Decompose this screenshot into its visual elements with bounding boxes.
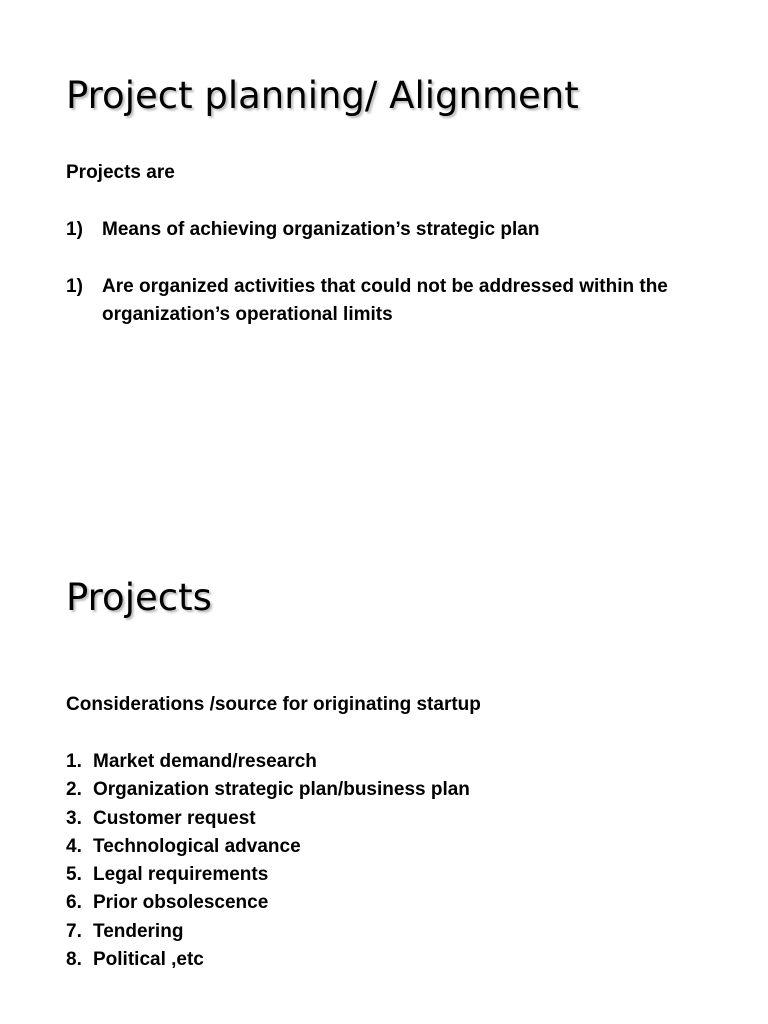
- list-item-text: Prior obsolescence: [93, 892, 269, 914]
- list-marker: 1): [66, 276, 83, 297]
- list-item: [66, 861, 470, 889]
- list-item: [66, 889, 470, 917]
- list-item-text: Organization strategic plan/business plan: [93, 779, 470, 801]
- list-item: [66, 776, 470, 804]
- list-number: 1.: [66, 751, 82, 772]
- list-item-text: Technological advance: [93, 835, 301, 857]
- list-item-text: Customer request: [93, 807, 256, 829]
- section1-list-item: [66, 273, 702, 329]
- section1-list-item: [66, 216, 702, 244]
- list-number: 4.: [66, 835, 82, 857]
- section2-subtitle: Considerations /source for originating startup: [66, 694, 481, 715]
- section2-title: Projects: [66, 576, 212, 619]
- list-item: [66, 918, 470, 946]
- list-number: 7.: [66, 920, 82, 942]
- list-marker: 1): [66, 219, 83, 240]
- list-item-text: Tendering: [93, 920, 184, 942]
- list-item: [66, 805, 470, 833]
- list-number: 3.: [66, 807, 82, 829]
- list-item-text: Political ,etc: [93, 949, 204, 971]
- considerations-list: [66, 748, 470, 974]
- section1-intro: Projects are: [66, 162, 175, 183]
- list-item-text: Means of achieving organization’s strategic plan: [102, 219, 540, 240]
- list-item-text: Are organized activities that could not be addressed within the organization’s operational limits: [102, 276, 668, 325]
- list-number: 5.: [66, 864, 82, 886]
- list-item: [66, 833, 470, 861]
- list-item-text: Legal requirements: [93, 864, 269, 886]
- list-item: [66, 946, 470, 974]
- list-item: [66, 748, 470, 776]
- list-number: 8.: [66, 949, 82, 971]
- list-number: 6.: [66, 892, 82, 914]
- section1-title: Project planning/ Alignment: [66, 74, 579, 117]
- list-number: 2.: [66, 779, 82, 801]
- list-item-text: Market demand/research: [93, 751, 317, 772]
